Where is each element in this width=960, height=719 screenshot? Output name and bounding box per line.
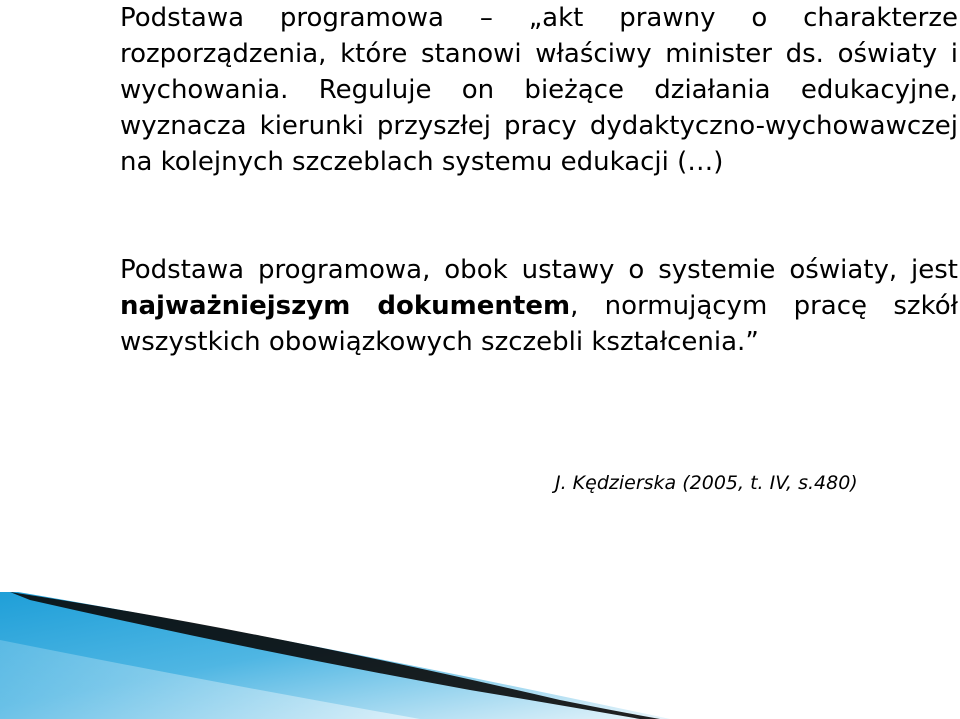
wave-dark-stroke [10, 592, 660, 719]
wave-light-shape [0, 640, 420, 719]
definition-paragraph [120, 0, 958, 180]
definition-text: – „akt prawny o charakterze rozporządzenia, które stanowi właściwy minister ds. oświaty i wychowania. Reguluje on bieżące działania edukacyjne, wyznacza kierunki przyszłej pracy dydaktyczno-wychowawczej na kolejnych szczeblach systemu edukacji (…) [120, 3, 958, 177]
citation: J. Kędzierska (2005, t. IV, s.480) [555, 472, 858, 494]
importance-text-before: Podstawa programowa, obok ustawy o systemie oświaty, jest [120, 255, 958, 285]
importance-text-after: , normującym pracę szkół wszystkich obowiązkowych szczebli kształcenia.” [120, 291, 958, 357]
importance-emphasis: najważniejszym dokumentem [120, 291, 571, 321]
importance-paragraph [120, 252, 958, 360]
definition-lead: Podstawa programowa [120, 3, 444, 33]
wave-blue-shape [0, 592, 670, 719]
